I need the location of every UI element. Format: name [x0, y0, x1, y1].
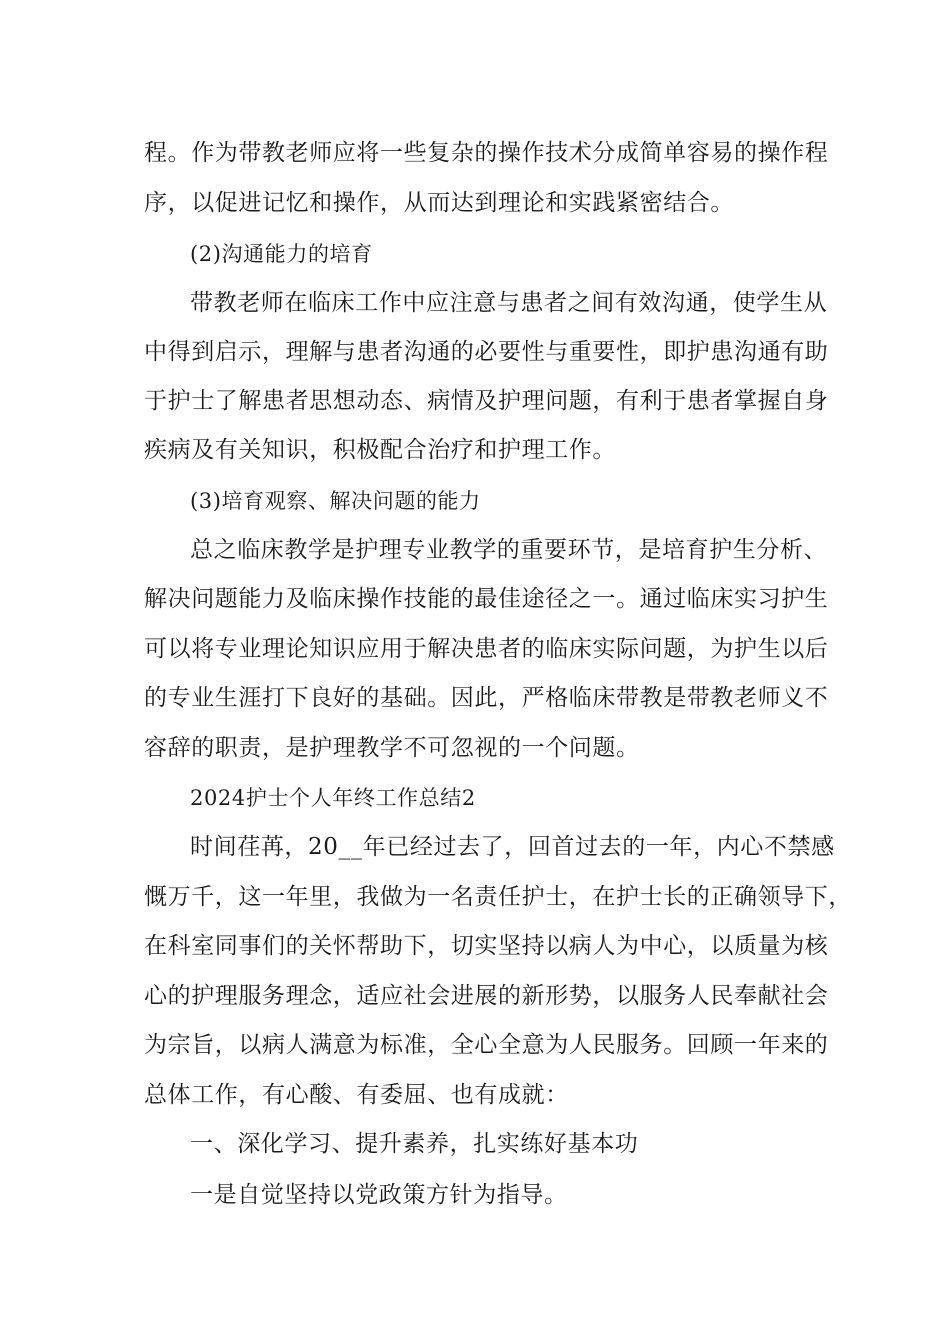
body-text-line: 序，以促进记忆和操作，从而达到理论和实践紧密结合。 — [144, 190, 734, 216]
subheading-communication: (2)沟通能力的培育 — [190, 242, 373, 266]
body-text-line: 于护士了解患者思想动态、病情及护理问题，有利于患者掌握自身 — [144, 388, 829, 414]
body-text-line: 时间荏苒，20__年已经过去了，回首过去的一年，内心不禁感 — [190, 834, 835, 860]
body-text-line: 疾病及有关知识，积极配合治疗和护理工作。 — [144, 437, 616, 463]
body-text-line: 的专业生涯打下良好的基础。因此，严格临床带教是带教老师义不 — [144, 685, 829, 711]
body-text-line: 可以将专业理论知识应用于解决患者的临床实际问题，为护生以后 — [144, 636, 829, 662]
body-text-line: 带教老师在临床工作中应注意与患者之间有效沟通，使学生从 — [190, 290, 828, 316]
body-text-line: 程。作为带教老师应将一些复杂的操作技术分成简单容易的操作程 — [144, 140, 829, 166]
heading-study: 一、深化学习、提升素养，扎实练好基本功 — [190, 1131, 639, 1157]
body-text-line: 解决问题能力及临床操作技能的最佳途径之一。通过临床实习护生 — [144, 586, 829, 612]
body-text-line: 容辞的职责，是护理教学不可忽视的一个问题。 — [144, 735, 640, 761]
body-text-line: 一是自觉坚持以党政策方针为指导。 — [190, 1182, 568, 1208]
body-text-line: 心的护理服务理念，适应社会进展的新形势，以服务人民奉献社会 — [144, 983, 829, 1009]
subheading-observation: (3)培育观察、解决问题的能力 — [190, 489, 481, 513]
body-text-line: 为宗旨，以病人满意为标准，全心全意为人民服务。回顾一年来的 — [144, 1032, 829, 1058]
section-title: 2024护士个人年终工作总结2 — [190, 786, 476, 810]
body-text-line: 中得到启示，理解与患者沟通的必要性与重要性，即护患沟通有助 — [144, 339, 829, 365]
body-text-line: 在科室同事们的关怀帮助下，切实坚持以病人为中心，以质量为核 — [144, 933, 829, 959]
body-text-line: 慨万千，这一年里，我做为一名责任护士，在护士长的正确领导下， — [144, 884, 852, 910]
body-text-line: 总体工作，有心酸、有委屈、也有成就： — [144, 1082, 569, 1108]
body-text-line: 总之临床教学是护理专业教学的重要环节，是培育护生分析、 — [190, 537, 828, 563]
